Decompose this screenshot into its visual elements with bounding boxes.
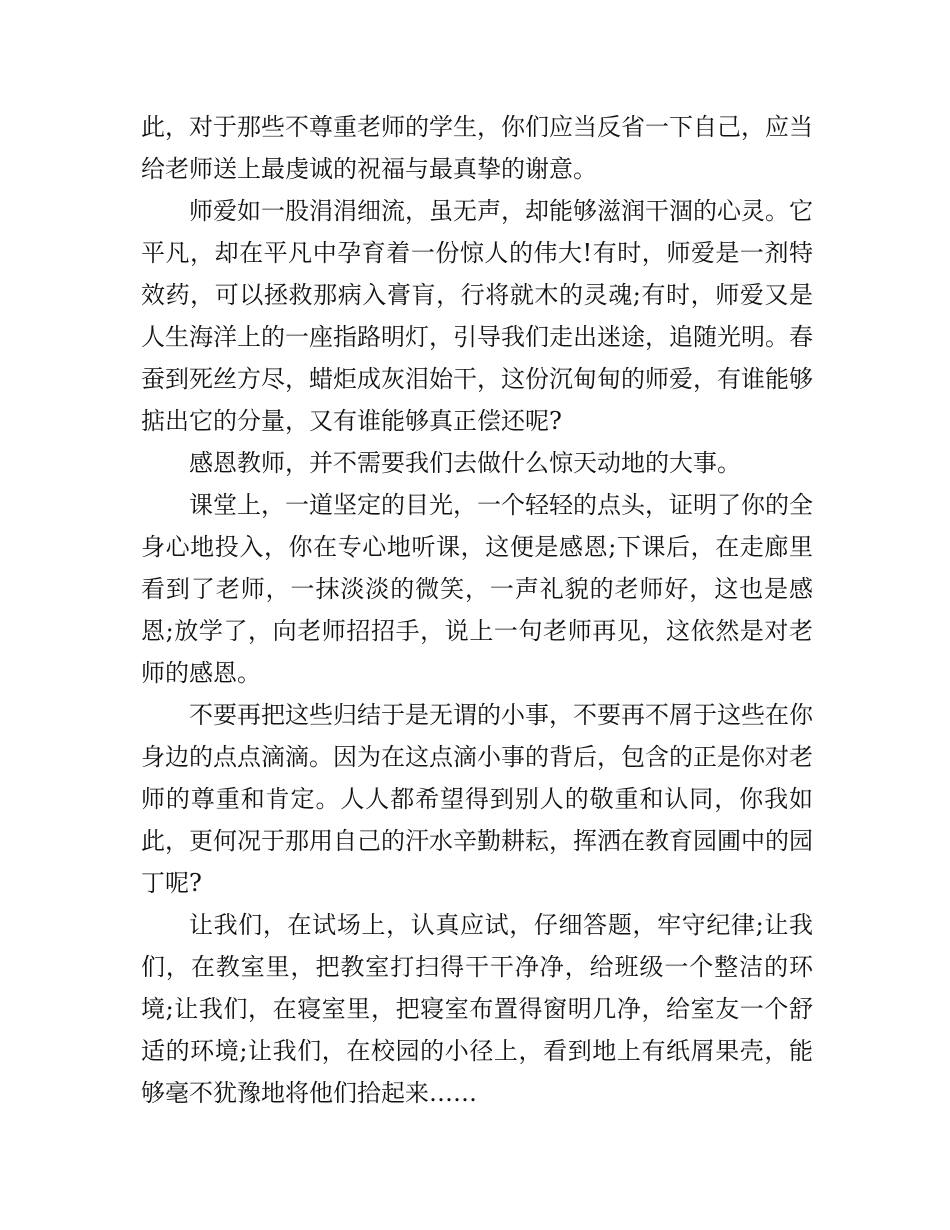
paragraph-continuation: 此，对于那些不尊重老师的学生，你们应当反省一下自己，应当给老师送上最虔诚的祝福与最真挚的谢意。 <box>141 113 813 183</box>
paragraph-classroom: 课堂上，一道坚定的目光，一个轻轻的点头，证明了你的全身心地投入，你在专心地听课，这便是感恩;下课后，在走廊里看到了老师，一抹淡淡的微笑，一声礼貌的老师好，这也是感恩;放学了，向老师招招手，说上一句老师再见，这依然是对老师的感恩。 <box>141 491 813 687</box>
paragraph-small-things: 不要再把这些归结于是无谓的小事，不要再不屑于这些在你身边的点点滴滴。因为在这点滴小事的背后，包含的正是你对老师的尊重和肯定。人人都希望得到别人的敬重和认同，你我如此，更何况于那用自己的汗水辛勤耕耘，挥洒在教育园圃中的园丁呢? <box>141 701 813 897</box>
document-body <box>141 106 813 1114</box>
paragraph-teacher-love: 师爱如一股涓涓细流，虽无声，却能够滋润干涸的心灵。它平凡，却在平凡中孕育着一份惊人的伟大!有时，师爱是一剂特效药，可以拯救那病入膏肓，行将就木的灵魂;有时，师爱又是人生海洋上的一座指路明灯，引导我们走出迷途，追随光明。春蚕到死丝方尽，蜡炬成灰泪始干，这份沉甸甸的师爱，有谁能够掂出它的分量，又有谁能够真正偿还呢? <box>141 197 813 435</box>
paragraph-gratitude-intro: 感恩教师，并不需要我们去做什么惊天动地的大事。 <box>189 449 741 477</box>
paragraph-let-us: 让我们，在试场上，认真应试，仔细答题，牢守纪律;让我们，在教室里，把教室打扫得干干净净，给班级一个整洁的环境;让我们，在寝室里，把寝室布置得窗明几净，给室友一个舒适的环境;让我们，在校园的小径上，看到地上有纸屑果壳，能够毫不犹豫地将他们拾起来…… <box>141 911 813 1107</box>
